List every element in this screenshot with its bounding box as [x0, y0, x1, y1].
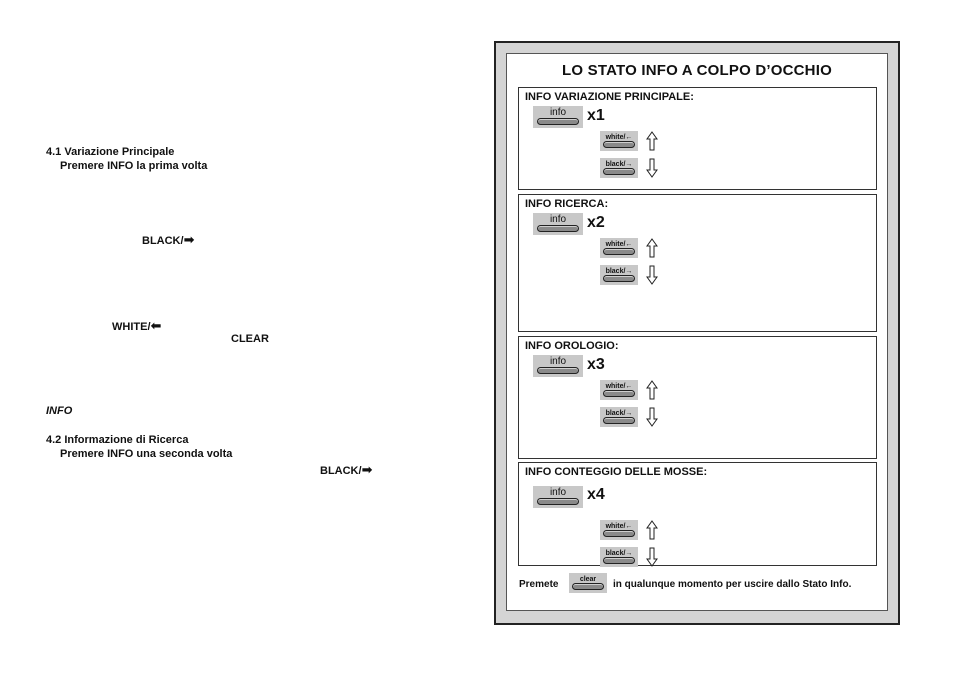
black-key — [600, 547, 638, 567]
section-4-2-subtitle: Premere INFO una seconda volta — [60, 448, 233, 460]
down-arrow-icon — [646, 265, 658, 285]
info-key-label: info — [549, 487, 567, 498]
section-title: INFO OROLOGIO: — [525, 340, 619, 352]
clear-key-bar — [572, 583, 604, 590]
white-key — [600, 520, 638, 540]
white-key-bar — [603, 390, 635, 397]
section-ricerca — [518, 194, 877, 332]
black-key — [600, 265, 638, 285]
black-key-label: black/→ — [605, 410, 633, 417]
down-arrow-icon — [646, 407, 658, 427]
white-key-bar — [603, 530, 635, 537]
white-key-bar — [603, 248, 635, 255]
section-variazione-principale — [518, 87, 877, 190]
right-arrow-icon: ➡ — [361, 462, 373, 477]
section-conteggio-mosse — [518, 462, 877, 566]
info-key — [533, 486, 583, 508]
section-4-1-subtitle: Premere INFO la prima volta — [60, 160, 208, 172]
clear-key — [569, 573, 607, 593]
section-title: INFO RICERCA: — [525, 198, 609, 210]
multiplier: x1 — [587, 107, 605, 124]
section-4-2-title: 4.2 Informazione di Ricerca — [46, 434, 189, 446]
black-key-label: black/→ — [605, 161, 633, 168]
black-key — [600, 158, 638, 178]
right-arrow-icon: ➡ — [183, 232, 195, 247]
multiplier: x2 — [587, 214, 605, 231]
multiplier: x3 — [587, 356, 605, 373]
white-key — [600, 131, 638, 151]
white-key-label: white/← — [605, 523, 633, 530]
white-key-ref — [112, 319, 161, 334]
clear-key-label: clear — [579, 576, 597, 583]
multiplier: x4 — [587, 486, 605, 503]
footer-prefix: Premete — [519, 579, 559, 590]
white-key-label: WHITE/ — [112, 321, 151, 333]
panel-inner — [506, 53, 888, 611]
footer-suffix: in qualunque momento per uscire dallo Stato Info. — [613, 579, 852, 590]
white-key — [600, 380, 638, 400]
white-key-label: white/← — [605, 134, 633, 141]
info-key-label: info — [549, 356, 567, 367]
section-title: INFO VARIAZIONE PRINCIPALE: — [525, 91, 694, 103]
white-key-label: white/← — [605, 383, 633, 390]
panel-title: LO STATO INFO A COLPO D’OCCHIO — [562, 62, 832, 79]
white-key-bar — [603, 141, 635, 148]
black-key-label: BLACK/ — [142, 235, 184, 247]
section-title: INFO CONTEGGIO DELLE MOSSE: — [525, 466, 708, 478]
section-orologio — [518, 336, 877, 459]
info-key — [533, 106, 583, 128]
info-key — [533, 213, 583, 235]
left-arrow-icon: ⬅ — [150, 318, 162, 333]
black-key-label: black/→ — [605, 268, 633, 275]
up-arrow-icon — [646, 520, 658, 540]
black-key — [600, 407, 638, 427]
black-key-bar — [603, 557, 635, 564]
clear-key-ref: CLEAR — [231, 333, 269, 345]
black-key-bar — [603, 417, 635, 424]
info-status-panel — [494, 41, 900, 625]
info-key-bar — [537, 118, 579, 125]
down-arrow-icon — [646, 547, 658, 567]
white-key-label: white/← — [605, 241, 633, 248]
up-arrow-icon — [646, 238, 658, 258]
black-key-bar — [603, 168, 635, 175]
up-arrow-icon — [646, 131, 658, 151]
black-key-label: black/→ — [605, 550, 633, 557]
down-arrow-icon — [646, 158, 658, 178]
info-key-label: info — [549, 107, 567, 118]
info-key-bar — [537, 225, 579, 232]
info-key-bar — [537, 367, 579, 374]
black-key-bar — [603, 275, 635, 282]
black-key-ref-1 — [142, 233, 194, 248]
info-italic-ref: INFO — [46, 405, 73, 417]
info-key-bar — [537, 498, 579, 505]
black-key-ref-2 — [320, 463, 372, 478]
info-key-label: info — [549, 214, 567, 225]
up-arrow-icon — [646, 380, 658, 400]
section-4-1-title: 4.1 Variazione Principale — [46, 146, 175, 158]
black-key-label: BLACK/ — [320, 465, 362, 477]
white-key — [600, 238, 638, 258]
info-key — [533, 355, 583, 377]
